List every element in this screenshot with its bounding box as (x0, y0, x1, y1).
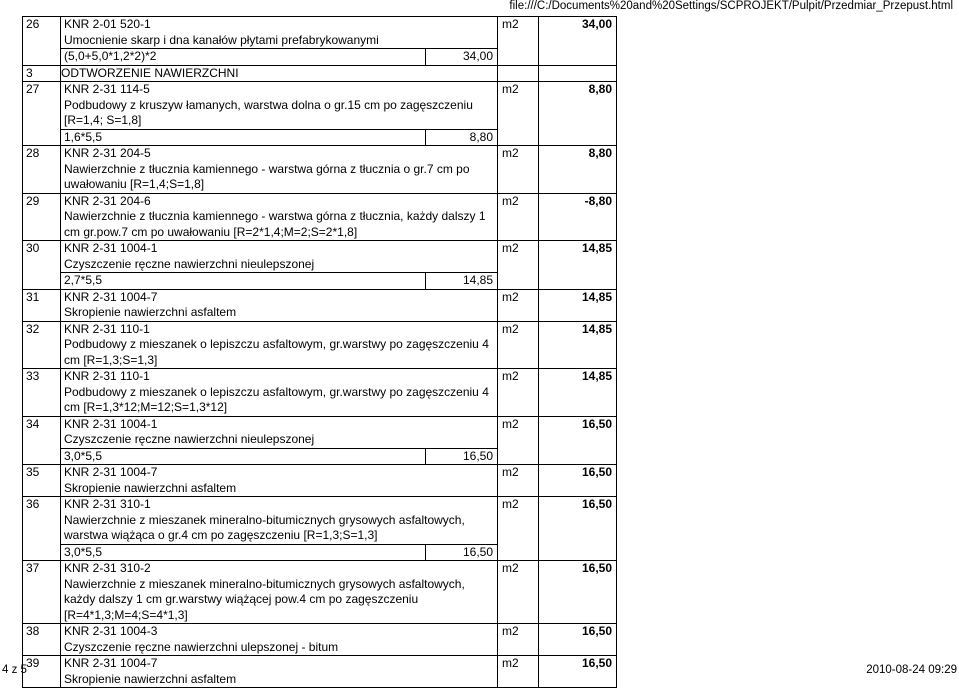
item-code: KNR 2-31 114-5 (64, 82, 150, 96)
calculation-expression: 2,7*5,5 (64, 273, 103, 287)
item-cell (61, 193, 498, 241)
table-row (23, 497, 617, 561)
item-code: KNR 2-01 520-1 (64, 17, 151, 31)
item-quantity: 16,50 (539, 624, 617, 656)
item-quantity: 14,85 (539, 289, 617, 321)
calculation-line (61, 448, 497, 465)
item-code: KNR 2-31 1004-7 (64, 656, 158, 670)
item-description: Nawierzchnie z tłucznia kamiennego - warstwa górna z tłucznia o gr.7 cm po uwałowaniu [R=1,4;S=1,8] (64, 161, 470, 191)
section-unit-empty (498, 65, 539, 82)
calculation-line (61, 272, 497, 289)
item-quantity: 14,85 (539, 321, 617, 369)
calculation-line (61, 129, 497, 146)
item-description: Czyszczenie ręczne nawierzchni nieulepszonej (64, 432, 315, 446)
item-cell (61, 321, 498, 369)
item-description: Podbudowy z mieszanek o lepiszczu asfaltowym, gr.warstwy po zagęszczeniu 4 cm [R=1,3*12;M=12;S=1,3*12] (64, 384, 489, 414)
item-description: Skropienie nawierzchni asfaltem (64, 305, 237, 319)
item-cell (61, 416, 498, 465)
item-description: Nawierzchnie z mieszanek mineralno-bitumicznych grysowych asfaltowych, warstwa wiążąca o gr.4 cm po zagęszczeniu [R=1,3;S=1,3] (64, 512, 465, 542)
item-code: KNR 2-31 310-1 (64, 497, 151, 511)
table-row (23, 624, 617, 656)
item-unit: m2 (498, 193, 539, 241)
item-number: 26 (23, 17, 61, 66)
table-row (23, 465, 617, 497)
item-number: 34 (23, 416, 61, 465)
item-number: 35 (23, 465, 61, 497)
table-row (23, 193, 617, 241)
table-row (23, 656, 617, 688)
item-unit: m2 (498, 465, 539, 497)
item-unit: m2 (498, 241, 539, 290)
table-row (23, 416, 617, 465)
item-cell (61, 289, 498, 321)
item-code: KNR 2-31 1004-7 (64, 289, 158, 304)
item-quantity: 16,50 (539, 465, 617, 497)
item-description: Czyszczenie ręczne nawierzchni nieulepszonej (64, 256, 315, 271)
table-row (23, 561, 617, 624)
item-cell (61, 241, 498, 290)
item-number: 38 (23, 624, 61, 656)
item-number: 31 (23, 289, 61, 321)
section-number: 3 (23, 65, 61, 82)
item-quantity: 34,00 (539, 17, 617, 66)
item-unit: m2 (498, 561, 539, 624)
item-cell (61, 82, 498, 146)
item-number: 27 (23, 82, 61, 146)
section-title: ODTWORZENIE NAWIERZCHNI (61, 65, 498, 82)
calculation-line (61, 48, 497, 65)
table-row (23, 82, 617, 146)
item-quantity: 8,80 (539, 82, 617, 146)
calculation-line (61, 544, 497, 561)
item-unit: m2 (498, 624, 539, 656)
item-cell (61, 561, 498, 624)
item-unit: m2 (498, 497, 539, 561)
item-description: Umocnienie skarp i dna kanałów płytami prefabrykowanymi (64, 32, 379, 47)
item-cell (61, 497, 498, 561)
item-cell (61, 17, 498, 66)
bill-of-quantities (22, 16, 612, 688)
item-description: Podbudowy z mieszanek o lepiszczu asfaltowym, gr.warstwy po zagęszczeniu 4 cm [R=1,3;S=1,3] (64, 337, 489, 367)
item-number: 33 (23, 369, 61, 417)
item-quantity: 16,50 (539, 416, 617, 465)
item-cell (61, 624, 498, 656)
item-cell (61, 656, 498, 688)
item-cell (61, 465, 498, 497)
item-unit: m2 (498, 321, 539, 369)
section-row (23, 65, 617, 82)
item-quantity: 16,50 (539, 497, 617, 561)
item-quantity: -8,80 (539, 193, 617, 241)
calculation-value: 34,00 (425, 49, 497, 65)
item-code: KNR 2-31 110-1 (64, 369, 150, 383)
item-number: 32 (23, 321, 61, 369)
item-quantity: 14,85 (539, 369, 617, 417)
calculation-value: 8,80 (425, 130, 497, 146)
file-url: file:///C:/Documents%20and%20Settings/SCPROJEKT/Pulpit/Przedmiar_Przepust.html (509, 0, 953, 12)
items-table-body (23, 17, 617, 688)
calculation-value: 16,50 (425, 449, 497, 465)
item-code: KNR 2-31 1004-1 (64, 416, 158, 431)
item-number: 36 (23, 497, 61, 561)
item-quantity: 8,80 (539, 146, 617, 194)
item-number: 37 (23, 561, 61, 624)
calculation-value: 16,50 (425, 545, 497, 561)
calculation-expression: (5,0+5,0*1,2*2)*2 (64, 49, 157, 63)
items-table (22, 16, 617, 688)
item-quantity: 16,50 (539, 561, 617, 624)
table-row (23, 146, 617, 194)
item-quantity: 16,50 (539, 656, 617, 688)
item-description: Czyszczenie ręczne nawierzchni ulepszonej - bitum (64, 639, 339, 654)
table-row (23, 289, 617, 321)
item-number: 29 (23, 193, 61, 241)
item-code: KNR 2-31 204-6 (64, 193, 151, 208)
item-description: Skropienie nawierzchni asfaltem (64, 671, 237, 686)
item-code: KNR 2-31 310-2 (64, 561, 151, 575)
item-number: 30 (23, 241, 61, 290)
calculation-value: 14,85 (425, 273, 497, 289)
table-row (23, 241, 617, 290)
item-description: Podbudowy z kruszyw łamanych, warstwa dolna o gr.15 cm po zagęszczeniu [R=1,4; S=1,8] (64, 97, 473, 127)
page-number: 4 z 5 (2, 664, 27, 676)
item-unit: m2 (498, 17, 539, 66)
item-unit: m2 (498, 416, 539, 465)
item-number: 28 (23, 146, 61, 194)
table-row (23, 17, 617, 66)
item-code: KNR 2-31 1004-7 (64, 465, 158, 479)
calculation-expression: 3,0*5,5 (64, 448, 103, 463)
calculation-expression: 3,0*5,5 (64, 544, 103, 559)
item-cell (61, 369, 498, 417)
item-unit: m2 (498, 369, 539, 417)
section-qty-empty (539, 65, 617, 82)
print-timestamp: 2010-08-24 09:29 (866, 664, 957, 676)
table-row (23, 369, 617, 417)
item-quantity: 14,85 (539, 241, 617, 290)
item-code: KNR 2-31 1004-3 (64, 624, 158, 638)
item-description: Skropienie nawierzchni asfaltem (64, 480, 237, 495)
item-unit: m2 (498, 656, 539, 688)
item-code: KNR 2-31 1004-1 (64, 241, 158, 255)
item-unit: m2 (498, 82, 539, 146)
calculation-expression: 1,6*5,5 (64, 129, 103, 144)
item-code: KNR 2-31 204-5 (64, 146, 151, 160)
item-unit: m2 (498, 289, 539, 321)
item-cell (61, 146, 498, 194)
item-code: KNR 2-31 110-1 (64, 321, 150, 336)
item-description: Nawierzchnie z mieszanek mineralno-bitumicznych grysowych asfaltowych, każdy dalszy 1 cm gr.warstwy wiążącej pow.4 cm po zagęszczeniu [R=4*1,3;M=4;S=4*1,3] (64, 576, 465, 622)
item-number: 39 (23, 656, 61, 688)
table-row (23, 321, 617, 369)
item-description: Nawierzchnie z tłucznia kamiennego - warstwa górna z tłucznia, każdy dalszy 1 cm gr.pow.7 cm po uwałowaniu [R=2*1,4;M=2;S=2*1,8] (64, 209, 486, 239)
item-unit: m2 (498, 146, 539, 194)
